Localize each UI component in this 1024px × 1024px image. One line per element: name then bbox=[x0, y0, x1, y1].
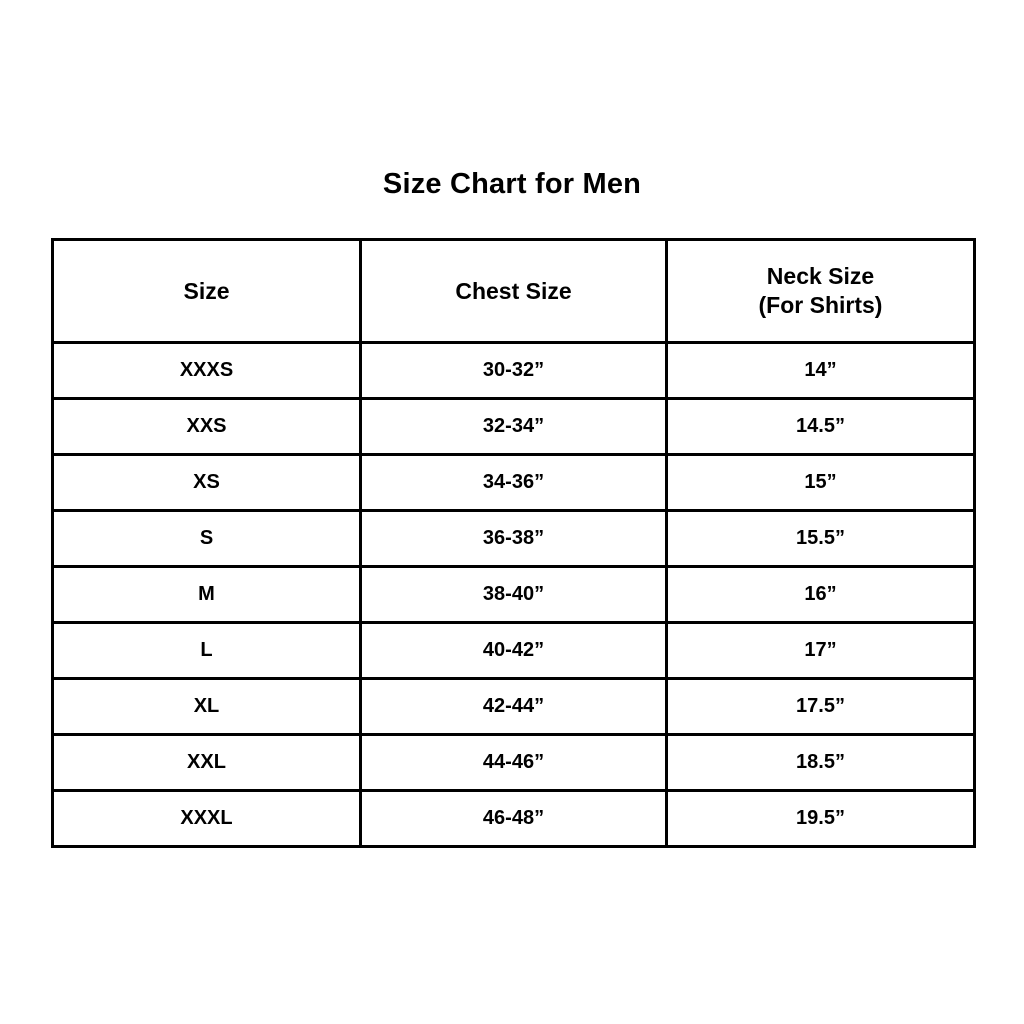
column-header-neck-sublabel: (For Shirts) bbox=[758, 292, 883, 318]
cell-chest: 44-46” bbox=[361, 735, 667, 791]
cell-neck: 14” bbox=[667, 343, 975, 399]
cell-neck: 15.5” bbox=[667, 511, 975, 567]
column-header-chest bbox=[361, 240, 667, 343]
cell-neck: 17.5” bbox=[667, 679, 975, 735]
cell-size: XXXS bbox=[53, 343, 361, 399]
cell-chest: 42-44” bbox=[361, 679, 667, 735]
cell-size: XXXL bbox=[53, 791, 361, 847]
table-row bbox=[53, 623, 975, 679]
column-header-size bbox=[53, 240, 361, 343]
cell-neck: 15” bbox=[667, 455, 975, 511]
table-header bbox=[53, 240, 975, 343]
column-header-neck-label: Neck Size bbox=[766, 263, 875, 290]
cell-size: XXS bbox=[53, 399, 361, 455]
table-row bbox=[53, 399, 975, 455]
cell-size: XL bbox=[53, 679, 361, 735]
page-title: Size Chart for Men bbox=[382, 168, 642, 200]
table-row bbox=[53, 343, 975, 399]
cell-neck: 14.5” bbox=[667, 399, 975, 455]
cell-size: S bbox=[53, 511, 361, 567]
cell-neck: 18.5” bbox=[667, 735, 975, 791]
column-header-chest-label: Chest Size bbox=[455, 277, 572, 304]
cell-size: M bbox=[53, 567, 361, 623]
cell-chest: 38-40” bbox=[361, 567, 667, 623]
table-row bbox=[53, 511, 975, 567]
table-header-row bbox=[53, 240, 975, 343]
cell-chest: 46-48” bbox=[361, 791, 667, 847]
column-header-size-label: Size bbox=[183, 277, 230, 304]
column-header-neck bbox=[667, 240, 975, 343]
size-chart-container bbox=[51, 238, 973, 848]
cell-neck: 19.5” bbox=[667, 791, 975, 847]
cell-chest: 30-32” bbox=[361, 343, 667, 399]
table-body bbox=[53, 343, 975, 847]
cell-size: L bbox=[53, 623, 361, 679]
cell-chest: 36-38” bbox=[361, 511, 667, 567]
table-row bbox=[53, 679, 975, 735]
size-chart-table bbox=[51, 238, 976, 848]
cell-size: XXL bbox=[53, 735, 361, 791]
cell-size: XS bbox=[53, 455, 361, 511]
cell-chest: 34-36” bbox=[361, 455, 667, 511]
cell-chest: 40-42” bbox=[361, 623, 667, 679]
table-row bbox=[53, 735, 975, 791]
cell-neck: 17” bbox=[667, 623, 975, 679]
cell-chest: 32-34” bbox=[361, 399, 667, 455]
table-row bbox=[53, 567, 975, 623]
table-row bbox=[53, 455, 975, 511]
cell-neck: 16” bbox=[667, 567, 975, 623]
table-row bbox=[53, 791, 975, 847]
